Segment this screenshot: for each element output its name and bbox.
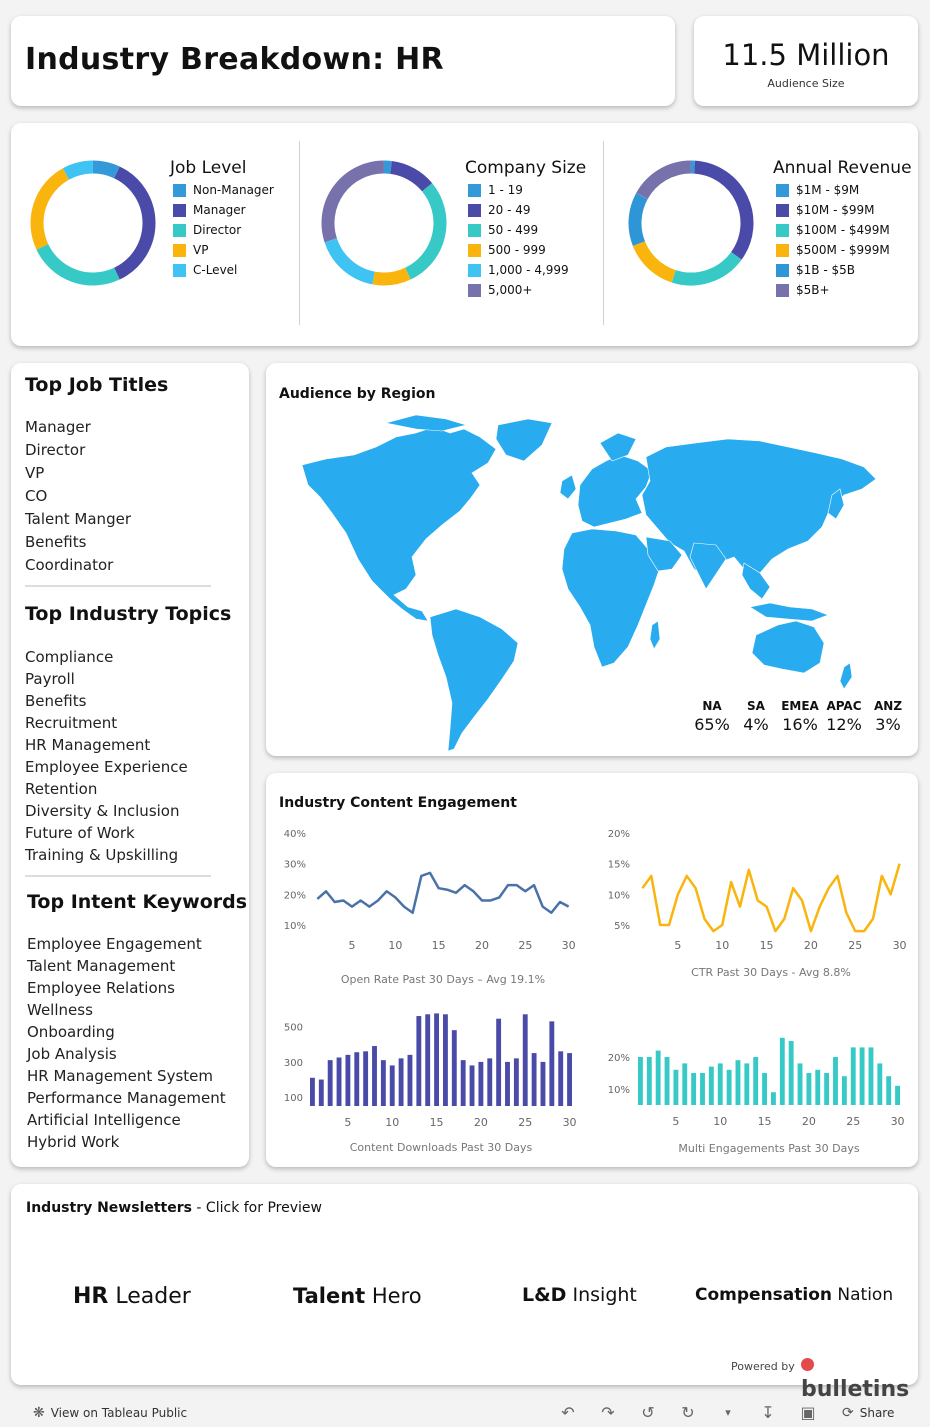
bar[interactable] xyxy=(869,1047,874,1105)
map-australia xyxy=(752,621,824,673)
legend-swatch xyxy=(173,204,186,217)
list-item: Benefits xyxy=(25,533,87,551)
x-tick-label: 15 xyxy=(429,1116,444,1129)
legend-label: Non-Manager xyxy=(193,183,274,197)
map-africa xyxy=(562,529,660,667)
x-tick-label: 25 xyxy=(846,1115,861,1128)
legend-swatch xyxy=(173,264,186,277)
y-tick-label: 500 xyxy=(283,1022,303,1034)
logo-bold: Talent xyxy=(293,1284,366,1308)
legend-item[interactable] xyxy=(776,200,890,220)
bar[interactable] xyxy=(399,1058,404,1106)
share-label: Share xyxy=(859,1406,895,1420)
donut-slice[interactable] xyxy=(635,196,642,244)
x-tick-label: 5 xyxy=(674,939,682,952)
title-card xyxy=(11,16,675,106)
bar[interactable] xyxy=(673,1070,678,1105)
list-item: Director xyxy=(25,441,86,459)
region-stat[interactable] xyxy=(866,699,910,734)
donut-slice[interactable] xyxy=(374,274,408,279)
refresh-icon[interactable]: ↻ xyxy=(681,1403,695,1422)
x-tick-label: 25 xyxy=(518,939,533,952)
list-item: CO xyxy=(25,487,48,505)
list-item: Artificial Intelligence xyxy=(27,1111,181,1129)
tableau-icon: ❋ xyxy=(33,1405,45,1421)
annual-revenue-title: Annual Revenue xyxy=(773,158,912,178)
bar[interactable] xyxy=(682,1063,687,1105)
list-item: Future of Work xyxy=(25,824,135,842)
legend-item[interactable] xyxy=(468,240,569,260)
tableau-toolbar xyxy=(0,1398,930,1427)
bar[interactable] xyxy=(727,1070,732,1105)
x-tick-label: 25 xyxy=(518,1116,533,1129)
powered-by-label: Powered by xyxy=(731,1360,795,1373)
donut-slice[interactable] xyxy=(391,167,427,187)
bar[interactable] xyxy=(877,1063,882,1105)
bar[interactable] xyxy=(895,1086,900,1105)
bar[interactable] xyxy=(736,1060,741,1105)
industry-topics-list xyxy=(25,646,188,866)
job-titles-heading: Top Job Titles xyxy=(25,374,169,396)
region-stat[interactable] xyxy=(734,699,778,734)
donut-slice[interactable] xyxy=(37,174,66,247)
legend-swatch xyxy=(776,264,789,277)
map-south-america xyxy=(430,609,518,751)
x-tick-label: 30 xyxy=(562,1116,577,1129)
divider xyxy=(25,585,211,587)
bar[interactable] xyxy=(337,1058,342,1107)
list-item: Coordinator xyxy=(25,556,114,574)
divider xyxy=(603,141,604,325)
legend-swatch xyxy=(468,224,481,237)
legend-item[interactable] xyxy=(173,240,274,260)
x-tick-label: 10 xyxy=(388,939,403,952)
donut-slice[interactable] xyxy=(408,187,440,273)
x-tick-label: 15 xyxy=(757,1115,772,1128)
bar[interactable] xyxy=(798,1063,803,1105)
legend-item[interactable] xyxy=(173,260,274,280)
bar[interactable] xyxy=(345,1055,350,1106)
y-tick-label: 10% xyxy=(283,921,306,932)
bar[interactable] xyxy=(514,1058,519,1106)
bar[interactable] xyxy=(824,1073,829,1105)
map-europe xyxy=(578,455,652,527)
legend-label: $5B+ xyxy=(796,283,830,297)
list-item: Talent Management xyxy=(27,957,176,975)
divider xyxy=(25,875,211,877)
legend-label: $1M - $9M xyxy=(796,183,860,197)
brand-name: bulletins xyxy=(801,1377,910,1402)
donut-card xyxy=(11,123,918,346)
region-name: EMEA xyxy=(781,699,819,713)
bar[interactable] xyxy=(310,1078,315,1106)
chart-caption: Content Downloads Past 30 Days xyxy=(349,1141,533,1154)
legend-swatch xyxy=(776,284,789,297)
redo-icon[interactable]: ↷ xyxy=(601,1403,615,1422)
region-value: 12% xyxy=(826,715,862,734)
newsletter-hr-leader[interactable] xyxy=(73,1284,191,1309)
x-tick-label: 10 xyxy=(715,939,730,952)
bar[interactable] xyxy=(744,1063,749,1105)
intent-keywords-list xyxy=(27,933,226,1153)
newsletter-compensation-nation[interactable] xyxy=(695,1285,893,1305)
engagement-card xyxy=(266,773,918,1167)
legend-swatch xyxy=(173,244,186,257)
bar[interactable] xyxy=(700,1073,705,1105)
industry-topics-heading: Top Industry Topics xyxy=(25,603,232,625)
region-stats xyxy=(690,699,910,734)
legend-swatch xyxy=(776,224,789,237)
region-value: 3% xyxy=(875,715,901,734)
list-item: Hybrid Work xyxy=(27,1133,120,1151)
legend-label: 1,000 - 4,999 xyxy=(488,263,569,277)
bar[interactable] xyxy=(851,1047,856,1105)
bar[interactable] xyxy=(709,1067,714,1105)
region-map-card xyxy=(266,363,918,756)
donut-slice[interactable] xyxy=(93,167,117,172)
bar[interactable] xyxy=(354,1052,359,1106)
newsletter-ld-insight[interactable] xyxy=(522,1284,637,1306)
legend-label: $100M - $499M xyxy=(796,223,890,237)
legend-item[interactable] xyxy=(173,200,274,220)
legend-swatch xyxy=(468,184,481,197)
y-tick-label: 20% xyxy=(607,829,630,840)
list-item: HR Management System xyxy=(27,1067,213,1085)
donut-slice[interactable] xyxy=(674,256,737,279)
bar[interactable] xyxy=(860,1047,865,1105)
map-new-zealand xyxy=(840,663,852,689)
job-titles-list xyxy=(25,416,131,577)
y-tick-label: 5% xyxy=(614,921,630,932)
bar[interactable] xyxy=(390,1065,395,1106)
divider xyxy=(299,141,300,325)
bar[interactable] xyxy=(549,1021,554,1106)
annual-revenue-legend xyxy=(776,180,890,300)
donut-slice[interactable] xyxy=(639,244,674,277)
series-line[interactable] xyxy=(642,864,899,931)
bar[interactable] xyxy=(372,1046,377,1106)
list-item: Compliance xyxy=(25,648,114,666)
bar[interactable] xyxy=(567,1053,572,1106)
bar[interactable] xyxy=(656,1051,661,1105)
audience-size-value: 11.5 Million xyxy=(722,38,890,72)
x-tick-label: 5 xyxy=(348,939,356,952)
map-title: Audience by Region xyxy=(279,386,436,402)
legend-item[interactable] xyxy=(468,220,569,240)
map-north-america xyxy=(302,427,496,621)
list-item: Employee Relations xyxy=(27,979,175,997)
y-tick-label: 10% xyxy=(607,890,630,902)
x-tick-label: 30 xyxy=(561,939,576,952)
pause-icon[interactable]: ▾ xyxy=(725,1406,731,1419)
bar[interactable] xyxy=(478,1062,483,1106)
x-tick-label: 10 xyxy=(713,1115,728,1128)
map-madagascar xyxy=(650,621,660,649)
legend-label: 20 - 49 xyxy=(488,203,531,217)
bar[interactable] xyxy=(523,1014,528,1106)
bar[interactable] xyxy=(408,1055,413,1106)
newsletter-talent-hero[interactable] xyxy=(293,1284,422,1308)
newsletters-label-hint: - Click for Preview xyxy=(191,1200,322,1216)
legend-swatch xyxy=(173,184,186,197)
view-on-tableau-label: View on Tableau Public xyxy=(50,1406,188,1420)
bar[interactable] xyxy=(638,1057,643,1105)
x-tick-label: 5 xyxy=(672,1115,680,1128)
legend-swatch xyxy=(173,224,186,237)
legend-label: Director xyxy=(193,223,242,237)
newsletters-label xyxy=(26,1200,322,1216)
region-value: 16% xyxy=(782,715,818,734)
map-arctic-islands xyxy=(386,415,466,431)
legend-label: 50 - 499 xyxy=(488,223,539,237)
x-tick-label: 15 xyxy=(759,939,774,952)
bar[interactable] xyxy=(691,1073,696,1105)
region-stat[interactable] xyxy=(778,699,822,734)
legend-swatch xyxy=(776,204,789,217)
y-tick-label: 100 xyxy=(283,1093,303,1105)
bar[interactable] xyxy=(558,1051,563,1106)
donut-slice[interactable] xyxy=(331,240,374,278)
list-item: Talent Manger xyxy=(25,510,131,528)
legend-label: Manager xyxy=(193,203,246,217)
legend-swatch xyxy=(468,204,481,217)
list-item: Onboarding xyxy=(27,1023,115,1041)
x-tick-label: 5 xyxy=(344,1116,352,1129)
job-level-legend xyxy=(173,180,274,280)
company-size-title: Company Size xyxy=(465,158,587,178)
x-tick-label: 25 xyxy=(848,939,863,952)
y-tick-label: 30% xyxy=(283,859,306,871)
map-uk xyxy=(560,475,576,499)
list-item: Employee Experience xyxy=(25,758,188,776)
bar[interactable] xyxy=(753,1057,758,1105)
legend-item[interactable] xyxy=(776,260,890,280)
bar[interactable] xyxy=(496,1019,501,1106)
bar[interactable] xyxy=(443,1014,448,1106)
newsletters-label-bold: Industry Newsletters xyxy=(26,1200,192,1216)
region-value: 4% xyxy=(743,715,769,734)
bar[interactable] xyxy=(425,1014,430,1106)
y-tick-label: 20% xyxy=(283,890,306,902)
bar[interactable] xyxy=(665,1057,670,1105)
list-item: HR Management xyxy=(25,736,151,754)
legend-item[interactable] xyxy=(468,260,569,280)
logo-rest: Nation xyxy=(832,1285,894,1305)
region-name: ANZ xyxy=(873,699,903,713)
region-name: SA xyxy=(747,699,765,713)
list-item: Employee Engagement xyxy=(27,935,202,953)
bar[interactable] xyxy=(452,1030,457,1106)
legend-item[interactable] xyxy=(776,180,890,200)
list-item: Payroll xyxy=(25,670,75,688)
y-tick-label: 300 xyxy=(283,1057,303,1069)
bar[interactable] xyxy=(328,1060,333,1106)
x-tick-label: 10 xyxy=(385,1116,400,1129)
list-item: Diversity & Inclusion xyxy=(25,802,180,820)
x-tick-label: 20 xyxy=(803,939,818,952)
undo-icon[interactable]: ↶ xyxy=(561,1403,575,1422)
list-item: Retention xyxy=(25,780,98,798)
legend-label: 500 - 999 xyxy=(488,243,546,257)
job-level-title: Job Level xyxy=(170,158,247,178)
donut-slice[interactable] xyxy=(328,167,384,240)
donut-slice[interactable] xyxy=(66,167,93,174)
x-tick-label: 30 xyxy=(892,939,907,952)
bulletins-logo[interactable] xyxy=(801,1352,918,1402)
region-name: APAC xyxy=(826,699,862,713)
legend-label: C-Level xyxy=(193,263,238,277)
legend-item[interactable] xyxy=(468,200,569,220)
logo-bold: Compensation xyxy=(695,1285,832,1305)
audience-card xyxy=(694,16,918,106)
toolbar-tools xyxy=(548,1403,828,1422)
logo-rest: Insight xyxy=(566,1284,637,1306)
region-name: NA xyxy=(702,699,722,713)
legend-swatch xyxy=(468,284,481,297)
bulletins-icon xyxy=(801,1358,814,1371)
donut-slice[interactable] xyxy=(695,167,747,256)
share-button[interactable] xyxy=(842,1405,894,1421)
bar[interactable] xyxy=(762,1073,767,1105)
legend-label: $500M - $999M xyxy=(796,243,890,257)
legend-swatch xyxy=(776,184,789,197)
bar[interactable] xyxy=(833,1057,838,1105)
list-item: Performance Management xyxy=(27,1089,226,1107)
donut-slice[interactable] xyxy=(642,167,691,196)
logo-rest: Leader xyxy=(108,1284,191,1309)
list-item: VP xyxy=(25,464,45,482)
list-item: Recruitment xyxy=(25,714,118,732)
revert-icon[interactable]: ↺ xyxy=(641,1403,655,1422)
bar[interactable] xyxy=(381,1060,386,1106)
bar[interactable] xyxy=(434,1013,439,1106)
region-stat[interactable] xyxy=(822,699,866,734)
chart-caption: Multi Engagements Past 30 Days xyxy=(678,1142,860,1155)
legend-label: VP xyxy=(193,243,209,257)
legend-swatch xyxy=(776,244,789,257)
download-icon[interactable]: ↧ xyxy=(761,1403,775,1422)
page-title: Industry Breakdown: HR xyxy=(25,42,444,77)
bar[interactable] xyxy=(780,1038,785,1105)
bar[interactable] xyxy=(718,1063,723,1105)
region-value: 65% xyxy=(694,715,730,734)
bar[interactable] xyxy=(789,1041,794,1105)
fullscreen-icon[interactable]: ▣ xyxy=(800,1403,816,1422)
y-tick-label: 20% xyxy=(607,1053,630,1064)
logo-bold: HR xyxy=(73,1284,109,1309)
list-item: Manager xyxy=(25,418,91,436)
share-icon: ⟳ xyxy=(842,1405,854,1421)
map-scandinavia xyxy=(600,433,636,461)
map-indonesia xyxy=(750,603,828,621)
y-tick-label: 10% xyxy=(607,1085,630,1096)
company-size-legend xyxy=(468,180,569,300)
legend-item[interactable] xyxy=(173,220,274,240)
bar[interactable] xyxy=(806,1073,811,1105)
legend-swatch xyxy=(468,264,481,277)
legend-label: $1B - $5B xyxy=(796,263,855,277)
x-tick-label: 20 xyxy=(473,1116,488,1129)
engagement-title: Industry Content Engagement xyxy=(279,795,517,811)
chart-caption: Open Rate Past 30 Days – Avg 19.1% xyxy=(340,973,546,986)
donut-slice[interactable] xyxy=(42,247,116,279)
legend-item[interactable] xyxy=(468,180,569,200)
logo-bold: L&D xyxy=(522,1284,567,1306)
bar[interactable] xyxy=(815,1070,820,1105)
logo-rest: Hero xyxy=(365,1284,422,1308)
list-item: Job Analysis xyxy=(27,1045,117,1063)
legend-item[interactable] xyxy=(468,280,569,300)
legend-label: $10M - $99M xyxy=(796,203,875,217)
y-tick-label: 15% xyxy=(607,859,630,871)
bar[interactable] xyxy=(416,1016,421,1106)
map-greenland xyxy=(496,419,552,461)
legend-label: 5,000+ xyxy=(488,283,533,297)
x-tick-label: 20 xyxy=(475,939,489,952)
donut-slice[interactable] xyxy=(117,172,149,273)
chart-caption: CTR Past 30 Days - Avg 8.8% xyxy=(691,966,851,979)
x-tick-label: 30 xyxy=(890,1115,905,1128)
engagement-charts[interactable] xyxy=(266,773,918,1167)
lists-card xyxy=(11,363,249,1167)
newsletters-card xyxy=(11,1184,918,1402)
view-on-tableau-link[interactable] xyxy=(33,1405,187,1421)
bar[interactable] xyxy=(319,1080,324,1106)
intent-keywords-heading: Top Intent Keywords xyxy=(27,891,248,913)
bar[interactable] xyxy=(886,1076,891,1105)
bar[interactable] xyxy=(363,1051,368,1106)
bar[interactable] xyxy=(541,1062,546,1106)
x-tick-label: 15 xyxy=(431,939,446,952)
legend-swatch xyxy=(468,244,481,257)
series-line[interactable] xyxy=(317,873,568,913)
legend-item[interactable] xyxy=(776,280,890,300)
legend-item[interactable] xyxy=(776,240,890,260)
world-map[interactable] xyxy=(266,363,918,756)
bar[interactable] xyxy=(505,1062,510,1106)
bar[interactable] xyxy=(647,1057,652,1105)
list-item: Wellness xyxy=(27,1001,93,1019)
legend-item[interactable] xyxy=(776,220,890,240)
bar[interactable] xyxy=(842,1076,847,1105)
bar[interactable] xyxy=(470,1065,475,1106)
legend-label: 1 - 19 xyxy=(488,183,523,197)
y-tick-label: 40% xyxy=(283,829,306,840)
bar[interactable] xyxy=(461,1060,466,1106)
x-tick-label: 20 xyxy=(801,1115,816,1128)
list-item: Training & Upskilling xyxy=(25,846,179,864)
legend-item[interactable] xyxy=(173,180,274,200)
bar[interactable] xyxy=(771,1092,776,1105)
region-stat[interactable] xyxy=(690,699,734,734)
list-item: Benefits xyxy=(25,692,87,710)
bar[interactable] xyxy=(532,1053,537,1106)
audience-size-label: Audience Size xyxy=(767,77,845,90)
bar[interactable] xyxy=(487,1058,492,1106)
